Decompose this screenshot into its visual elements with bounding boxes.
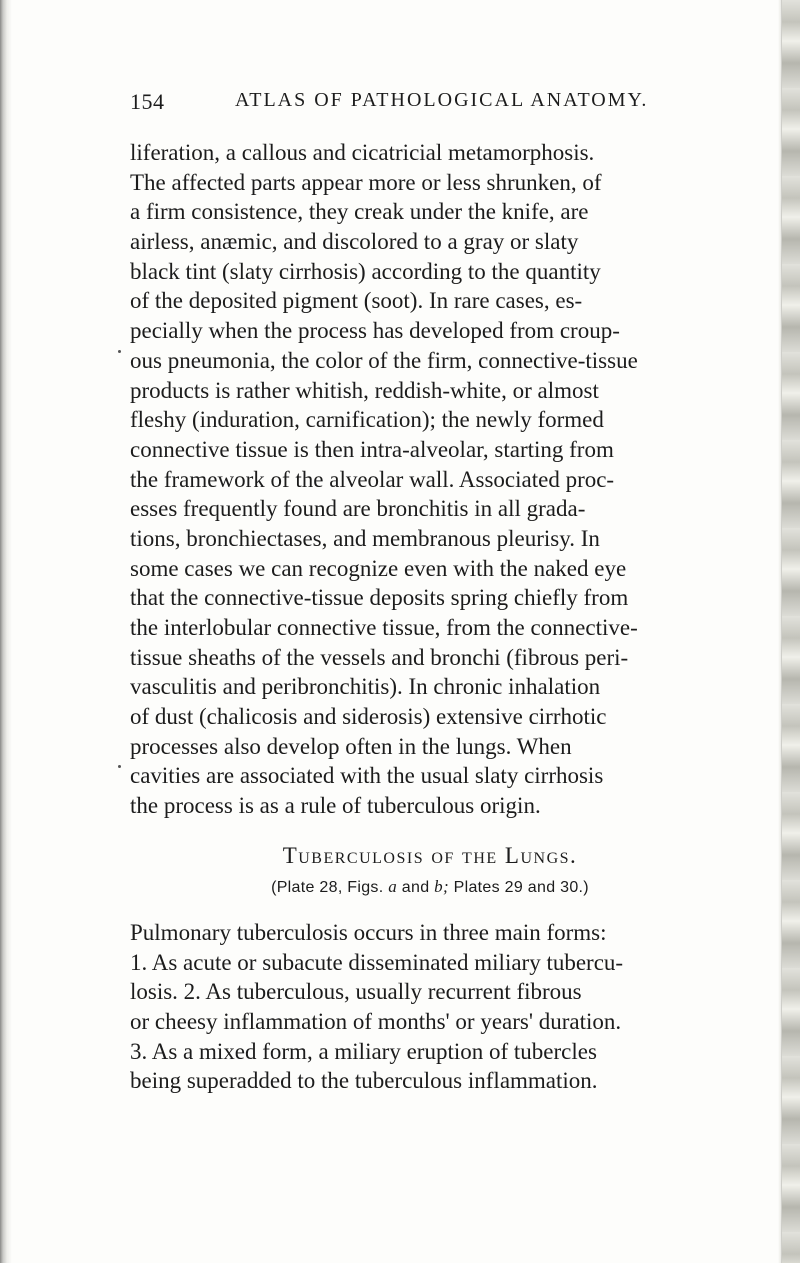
text-line: liferation, a callous and cicatricial metamorphosis. [130,140,595,165]
page-header [130,89,730,119]
text-line: of the deposited pigment (soot). In rare cases, es- [130,288,583,314]
plate-ref-prefix: (Plate 28, Figs. [271,879,389,896]
text-line: the interlobular connective tissue, from the connective- [130,615,638,640]
text-line: cavities are associated with the usual slaty cirrhosis [130,763,604,789]
text-line: processes also develop often in the lungs. When [130,733,572,759]
plate-ref-suffix: Plates 29 and 30.) [448,879,589,896]
text-line: esses frequently found are bronchitis in all grada- [130,496,586,522]
text-line: vasculitis and peribronchitis). In chronic inhalation [130,674,601,700]
text-line: 1. As acute or subacute disseminated miliary tubercu- [130,949,624,975]
margin-speck [118,350,121,353]
text-line: products is rather whitish, reddish-white, or almost [130,377,599,403]
page-left-edge [0,0,12,1263]
page-right-edge [781,0,800,1263]
text-line: or cheesy inflammation of months' or years' duration. [130,1009,622,1035]
plate-ref-fig-a: a [388,877,398,896]
text-line: the framework of the alveolar wall. Associated proc- [130,466,615,492]
text-line: airless, anæmic, and discolored to a gray or slaty [130,229,579,255]
plate-ref-fig-b: b; [434,877,449,896]
text-line: fleshy (induration, carnification); the newly formed [130,407,604,433]
text-line: The affected parts appear more or less shrunken, of [130,169,602,195]
text-line: a firm consistence, they creak under the knife, are [130,199,589,225]
text-line: Pulmonary tuberculosis occurs in three main forms: [130,920,607,945]
text-line: tissue sheaths of the vessels and bronchi (fibrous peri- [130,644,629,670]
text-line: that the connective-tissue deposits spring chiefly from [130,585,629,611]
paragraph-cirrhosis [130,138,770,821]
text-line: tions, bronchiectases, and membranous pleurisy. In [130,525,600,551]
page-number: 154 [130,89,165,114]
text-line: black tint (slaty cirrhosis) according to the quantity [130,258,601,284]
text-line: being superadded to the tuberculous inflammation. [130,1068,598,1094]
text-line: some cases we can recognize even with the naked eye [130,555,627,581]
plate-ref-and: and [397,879,435,896]
text-line: pecially when the process has developed from croup- [130,318,620,344]
text-line: the process is as a rule of tuberculous origin. [130,793,541,819]
running-head: ATLAS OF PATHOLOGICAL ANATOMY. [235,89,649,111]
margin-speck [118,765,121,768]
text-line: of dust (chalicosis and siderosis) extensive cirrhotic [130,704,607,730]
paragraph-tuberculosis-forms [130,918,770,1096]
section-heading: Tuberculosis of the Lungs. [282,843,578,868]
text-line: ous pneumonia, the color of the firm, connective-tissue [130,347,638,373]
plate-reference [130,877,730,897]
text-line: 3. As a mixed form, a miliary eruption of tubercles [130,1038,597,1064]
text-line: losis. 2. As tuberculous, usually recurrent fibrous [130,979,582,1005]
text-line: connective tissue is then intra-alveolar, starting from [130,436,614,462]
